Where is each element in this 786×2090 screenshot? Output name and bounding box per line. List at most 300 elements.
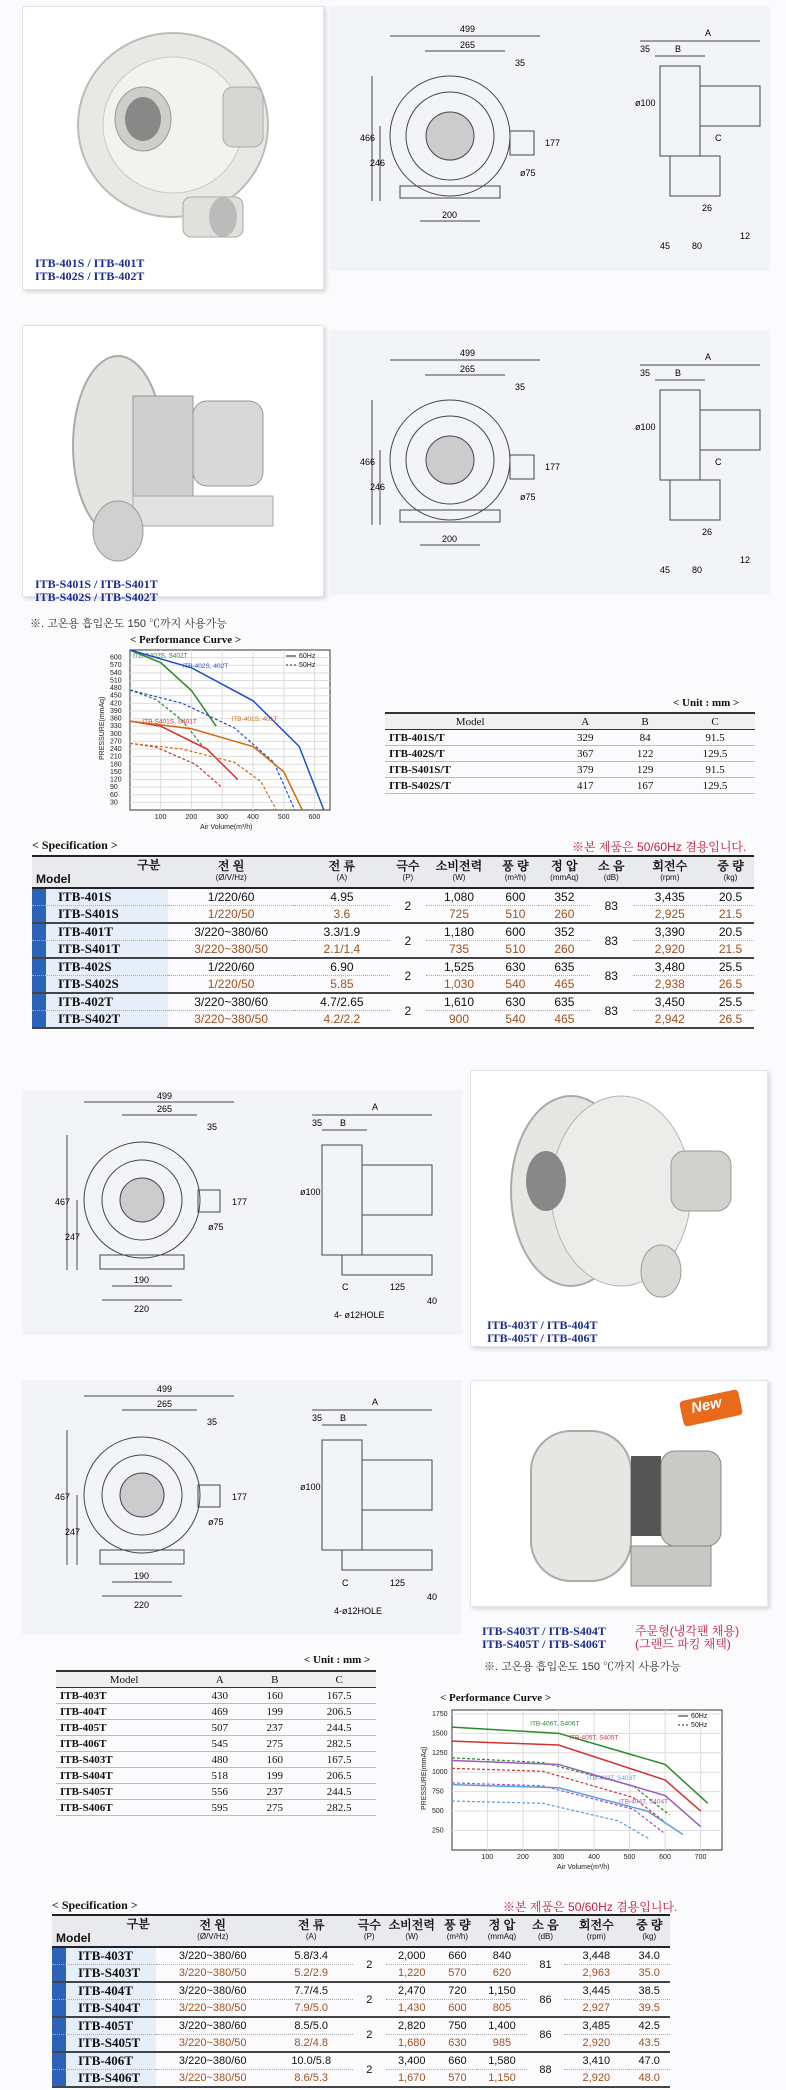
performance-chart-1 [100,632,340,837]
dim-label: 247 [65,1527,81,1537]
y-tick-label: 450 [110,692,122,700]
spec-cell: ITB-S405T [52,2035,156,2053]
table-cell: ITB-402S/T [385,746,555,762]
dim-label: 247 [65,1232,81,1242]
hdr: 풍 량 [502,859,529,873]
spec-cell: 3/220~380/50 [194,942,268,956]
spec-cell: 2,000 [386,1947,438,1965]
curve-title: < Performance Curve > [130,634,242,646]
dim-label: 200 [442,534,458,544]
spec-cell: 600 [492,923,539,941]
series-label: ITB-405T, S405T [569,1734,619,1742]
table-cell: 167.5 [302,1688,376,1704]
spec-cell: 26.5 [718,1012,743,1026]
hdr-unit: (P) [363,1932,375,1941]
spec-cell-poles: 2 [353,1982,386,2017]
spec-cell: 3/220~380/50 [178,2072,247,2084]
spec-cell: 2,963 [582,1967,611,1979]
spec-cell: 985 [492,2037,512,2049]
spec-cell: 3,450 [633,993,708,1011]
y-tick-label: 330 [110,723,122,731]
y-tick-label: 500 [432,1808,444,1816]
plot-area [130,650,330,810]
spec-cell: 1,080 [426,888,492,906]
table-cell: 282.5 [302,1736,376,1752]
table-cell: 84 [615,730,675,746]
spec-row [32,888,754,906]
table-row [56,1784,376,1800]
spec-cell: 570 [448,1967,467,1979]
dim-label: 265 [460,364,476,374]
caption-line: ITB-S402S / ITB-S402T [35,590,158,604]
caption-red: 주문형(냉각팬 채용) [635,1624,740,1638]
y-tick-label: 360 [110,715,122,723]
product-photo-itb-403 [470,1070,768,1347]
table-cell: ITB-S403T [56,1752,192,1768]
dimension-drawing-403 [22,1090,462,1335]
y-tick-label: 300 [110,730,122,738]
blower-401-image [23,7,323,289]
hdr-unit: (kg) [723,873,738,882]
dim-label: B [340,1413,347,1423]
spec-cell: ITB-S402T [32,1011,168,1029]
dim-label: 467 [55,1197,71,1207]
dim-label: 190 [134,1275,150,1285]
table-cell: 199 [247,1704,302,1720]
spec-cell: 1,680 [398,2037,426,2049]
dim-label: A [705,28,712,38]
spec-cell: 34.0 [628,1947,670,1965]
spec-cell: ITB-401S [32,888,168,906]
spec-cell: 3,400 [386,2052,438,2070]
y-tick-label: 240 [110,746,122,754]
spec-cell: 540 [505,1012,526,1026]
column-header: Model [56,1671,192,1688]
specification-table-2 [52,1914,670,2088]
spec-cell: 660 [438,2052,477,2070]
hdr: 중 량 [635,1918,663,1932]
dim-label: 265 [460,40,476,50]
spec-row [52,2052,670,2070]
dimension-table-2 [56,1670,376,1816]
table-row [56,1720,376,1736]
y-tick-label: 1250 [432,1749,448,1757]
spec-cell: 6.90 [294,958,390,976]
dim-label: C [715,457,722,467]
spec-cell: 720 [438,1982,477,2000]
hdr-unit: (rpm) [660,873,680,882]
legend-label: 60Hz [691,1713,708,1720]
spec-cell-noise: 81 [527,1947,564,1982]
dim-label: A [372,1102,379,1112]
spec-cell: 3,485 [564,2017,628,2035]
dim-label: 35 [640,368,651,378]
y-tick-label: 1750 [432,1710,448,1718]
hdr: 전 원 [217,859,245,873]
spec-cell: 1,670 [398,2072,426,2084]
table-row [385,746,755,762]
spec-cell-noise: 83 [590,993,633,1028]
spec-cell: 725 [448,907,469,921]
spec-cell: 2,920 [582,2072,611,2084]
spec-cell: 10.0/5.8 [270,2052,353,2070]
hdr: 소 음 [597,859,625,873]
drawing-panel-s403 [22,1380,462,1635]
table-row [56,1768,376,1784]
table-cell: 430 [192,1688,247,1704]
table-cell: 122 [615,746,675,762]
dim-label: 26 [702,203,713,213]
hdr-unit: (A) [336,873,348,882]
spec-row [52,1947,670,1965]
spec-cell: 735 [448,942,469,956]
gubun-label: 구분 [137,858,161,872]
hdr: 중 량 [717,859,744,873]
table-cell: ITB-S406T [56,1800,192,1816]
y-tick-label: 600 [110,654,122,662]
spec-cell: 1/220/50 [207,907,255,921]
hdr: 전 류 [297,1918,325,1932]
spec-cell: ITB-403T [52,1947,156,1965]
spec-cell: 8.6/5.3 [294,2072,329,2084]
spec-cell: 4.95 [294,888,390,906]
hdr: 전 류 [328,859,356,873]
series-label: ITB-402S, 402T [182,662,229,670]
table-cell: 507 [192,1720,247,1736]
spec-cell: 3/220~380/60 [156,2052,270,2070]
table-cell: 595 [192,1800,247,1816]
dim-label: A [372,1397,379,1407]
table-cell: 367 [555,746,615,762]
spec-cell: 8.5/5.0 [270,2017,353,2035]
spec-cell: ITB-405T [52,2017,156,2035]
spec-cell: 1,610 [426,993,492,1011]
spec-title: < Specification > [32,838,118,852]
spec-cell: 21.5 [718,942,743,956]
dim-label: 4- ø12HOLE [334,1310,385,1320]
legend-label: 60Hz [299,653,316,660]
table-cell: ITB-404T [56,1704,192,1720]
spec-cell: 47.0 [628,2052,670,2070]
spec-cell: 620 [492,1967,512,1979]
dim-label: ø75 [520,168,536,178]
table-cell: 199 [247,1768,302,1784]
caption-line: ITB-S405T / ITB-S406T [482,1637,606,1651]
x-tick-label: 300 [216,814,228,821]
y-tick-label: 210 [110,753,122,761]
spec-cell: 2,470 [386,1982,438,2000]
spec-cell: 1,400 [477,2017,527,2035]
dim-label: 125 [390,1282,406,1292]
hdr-unit: (Ø/V/Hz) [215,873,247,882]
dim-label: 12 [740,555,751,565]
spec-cell: 48.0 [638,2072,660,2084]
dim-label: ø100 [635,422,656,432]
x-tick-label: 600 [308,814,321,821]
table-cell: 275 [247,1800,302,1816]
spec-cell: 1,220 [398,1967,426,1979]
hdr: 풍 량 [444,1918,471,1932]
caption-line: ITB-405T / ITB-406T [487,1331,598,1345]
caption-line: ITB-S403T / ITB-S404T [482,1624,606,1638]
spec-cell-poles: 2 [353,2017,386,2052]
dim-label: 220 [134,1304,150,1314]
spec-cell: 1,150 [488,2072,516,2084]
column-header: Model [385,713,555,730]
y-tick-label: 570 [110,662,122,670]
spec-cell: 3.6 [333,907,351,921]
spec-cell: 1,150 [477,1982,527,2000]
blower-403-image [471,1071,767,1346]
dim-label: 499 [460,24,476,34]
hdr-unit: (dB) [603,873,619,882]
spec-cell-poles: 2 [390,958,426,993]
dim-label: 35 [207,1417,218,1427]
table-cell: 160 [247,1688,302,1704]
dim-label: 26 [702,527,713,537]
dimension-drawing-401 [330,6,770,271]
drawing-panel-403 [22,1090,462,1335]
series-label: ITB-401S, 401T [231,716,278,724]
table-row [385,762,755,778]
table-cell: 91.5 [675,730,755,746]
dim-label: 265 [157,1104,173,1114]
table-cell: ITB-S404T [56,1768,192,1784]
x-tick-label: 100 [154,814,167,821]
spec-cell: 26.5 [718,977,743,991]
y-tick-label: 510 [110,677,122,685]
hdr: 소 음 [532,1918,559,1932]
x-tick-label: 400 [247,814,259,821]
table-cell: 275 [247,1736,302,1752]
spec-cell-poles: 2 [353,2052,386,2087]
spec-cell: 510 [505,907,526,921]
table-cell: ITB-403T [56,1688,192,1704]
spec-cell-poles: 2 [353,1947,386,1982]
hdr: 소비전력 [435,859,483,873]
performance-curve-2 [400,1690,740,1885]
hdr-unit: (kg) [642,1932,657,1941]
spec-cell: 260 [554,907,575,921]
spec-cell: 840 [477,1947,527,1965]
table-cell: 160 [247,1752,302,1768]
dim-label: B [340,1118,347,1128]
dim-label: 467 [55,1492,71,1502]
spec-cell: 2.1/1.4 [323,942,361,956]
table-cell: ITB-S405T [56,1784,192,1800]
hdr: 정 압 [488,1918,516,1932]
spec-cell: 3/220~380/50 [194,1012,268,1026]
spec-cell: 20.5 [707,888,754,906]
spec-cell: 600 [448,2002,467,2014]
y-tick-label: 540 [110,669,122,677]
spec-cell: 750 [438,2017,477,2035]
dim-label: ø75 [208,1517,224,1527]
hdr: 극수 [357,1918,381,1932]
spec-cell: 465 [554,977,575,991]
dim-label: 45 [660,241,671,251]
spec-cell-noise: 83 [590,888,633,923]
spec-cell: 3/220~380/50 [178,1967,247,1979]
spec-cell: 3,448 [564,1947,628,1965]
drawing-panel-s401 [330,330,770,595]
y-tick-label: 150 [110,768,122,776]
dim-label: ø75 [208,1222,224,1232]
spec-cell: 3.3/1.9 [294,923,390,941]
column-header: B [615,713,675,730]
spec-cell-noise: 86 [527,1982,564,2017]
dim-label: 35 [515,382,526,392]
table-cell: ITB-401S/T [385,730,555,746]
spec-cell: 3,445 [564,1982,628,2000]
dim-label: 177 [545,138,561,148]
spec-cell: 510 [505,942,526,956]
spec-cell: 21.5 [718,907,743,921]
unit-label: < Unit : mm > [304,1654,371,1666]
table-cell: 167.5 [302,1752,376,1768]
dim-label: 177 [232,1492,248,1502]
x-tick-label: 300 [552,1854,565,1861]
column-header: A [555,713,615,730]
y-tick-label: 270 [110,738,122,746]
dim-label: 35 [640,44,651,54]
model-label: Model [56,1931,91,1945]
x-tick-label: 200 [517,1854,529,1861]
spec-cell: 630 [492,958,539,976]
dim-label: 265 [157,1399,173,1409]
new-badge: New [689,1393,724,1418]
hdr-unit: (m³/h) [504,873,527,882]
table-cell: 556 [192,1784,247,1800]
spec-cell: 2,920 [582,2037,611,2049]
x-tick-label: 200 [185,814,198,821]
dim-label: C [342,1578,349,1588]
dim-label: 40 [427,1296,438,1306]
column-header: C [675,713,755,730]
spec-cell: 8.2/4.8 [294,2037,329,2049]
spec-cell: 3,435 [633,888,708,906]
table-cell: 129.5 [675,778,755,794]
spec-cell: 465 [554,1012,575,1026]
x-axis-label: Air Volume(m³/h) [200,824,253,831]
dim-label: B [675,368,682,378]
spec-cell: 600 [492,888,539,906]
spec-cell-noise: 83 [590,958,633,993]
spec-cell: 3/220~380/60 [156,2017,270,2035]
dim-label: 35 [312,1118,323,1128]
dim-label: 177 [232,1197,248,1207]
spec-row [32,958,754,976]
series-label: ITB-404T, S404T [618,1798,669,1806]
table-cell: 244.5 [302,1784,376,1800]
spec-cell: 352 [539,923,590,941]
dim-label: 45 [660,565,671,575]
legend-label: 50Hz [691,1722,708,1729]
spec-row [52,2017,670,2035]
dim-label: 200 [442,210,458,220]
caption-line: ITB-401S / ITB-401T [35,256,145,270]
spec-cell: ITB-404T [52,1982,156,2000]
dim-label: A [705,352,712,362]
dim-label: 190 [134,1571,150,1581]
spec-cell: 3/220~380/60 [156,1982,270,2000]
table-cell: ITB-S402S/T [385,778,555,794]
spec-cell: 3,480 [633,958,708,976]
spec-cell: 260 [554,942,575,956]
spec-cell: 3/220~380/60 [168,923,294,941]
spec-cell: ITB-406T [52,2052,156,2070]
y-tick-label: 390 [110,707,122,715]
spec-note: ※본 제품은 50/60Hz 겸용입니다. [572,840,747,854]
hdr-unit: (m³/h) [446,1932,469,1941]
spec-cell: 570 [448,2072,467,2084]
spec-cell: 1/220/50 [207,977,255,991]
y-tick-label: 60 [110,791,118,799]
table-cell: 417 [555,778,615,794]
table-cell: ITB-405T [56,1720,192,1736]
dim-label: 466 [360,133,376,143]
hdr-unit: (P) [402,873,414,882]
spec-cell: 1/220/60 [168,888,294,906]
hdr: 극수 [396,859,420,873]
table-cell: 129.5 [675,746,755,762]
spec-cell-poles: 2 [390,923,426,958]
table-row [56,1704,376,1720]
spec-row [52,1982,670,2000]
y-axis-label: PRESSURE(mmAq) [421,1746,428,1810]
performance-chart-2 [400,1690,740,1885]
dim-label: ø100 [635,98,656,108]
spec-cell: ITB-S401T [32,941,168,959]
table-row [56,1752,376,1768]
dim-label: 499 [460,348,476,358]
spec-cell: 352 [539,888,590,906]
spec-cell: 25.5 [707,993,754,1011]
spec-cell-poles: 2 [390,993,426,1028]
spec-cell: 1/220/60 [168,958,294,976]
table-cell: 469 [192,1704,247,1720]
legend-label: 50Hz [299,662,316,669]
table-cell: 379 [555,762,615,778]
spec-cell: 1,180 [426,923,492,941]
table-row [385,778,755,794]
product-photo-itb-401 [22,6,324,290]
x-tick-label: 400 [588,1854,600,1861]
table-cell: 129 [615,762,675,778]
spec-cell: ITB-S406T [52,2070,156,2088]
spec-cell: 2,942 [654,1012,685,1026]
caption-line: ITB-402S / ITB-402T [35,269,145,283]
spec-cell: 3/220~380/60 [168,993,294,1011]
spec-cell: 2,925 [654,907,685,921]
y-tick-label: 250 [432,1827,444,1835]
spec-cell: 3/220~380/60 [156,1947,270,1965]
dim-label: 35 [515,58,526,68]
series-label: ITB-406T, S406T [530,1720,580,1728]
x-tick-label: 700 [694,1854,707,1861]
spec-cell: 660 [438,1947,477,1965]
dimension-drawing-s403 [22,1380,462,1635]
column-header: B [247,1671,302,1688]
hdr-unit: (dB) [537,1932,554,1941]
spec-cell-noise: 88 [527,2052,564,2087]
dim-label: 499 [157,1091,173,1101]
dim-label: 177 [545,462,561,472]
hdr-unit: (mmAq) [487,1932,517,1941]
spec-cell: 3/220~380/50 [178,2037,247,2049]
spec-cell: ITB-S402S [32,976,168,994]
spec-cell: 25.5 [707,958,754,976]
